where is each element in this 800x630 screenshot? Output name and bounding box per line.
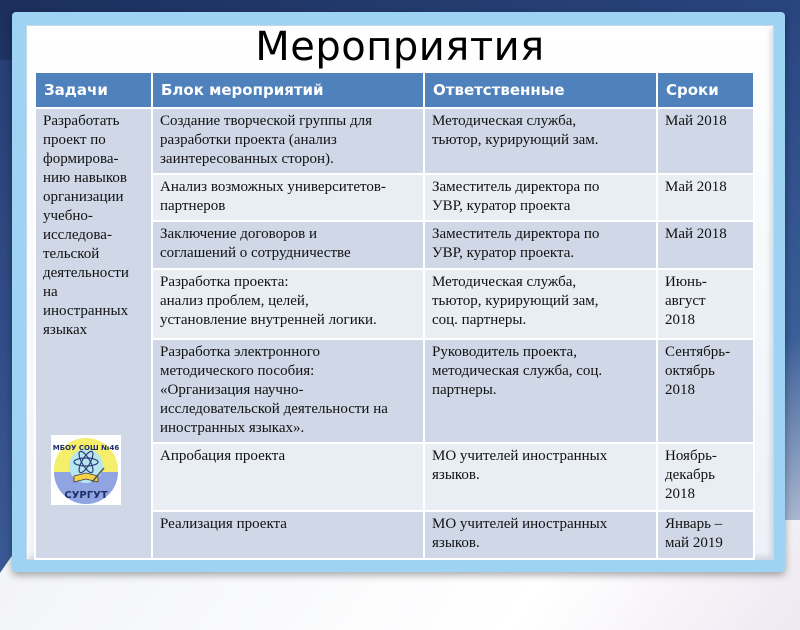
activities-table <box>34 71 755 560</box>
svg-text:СУРГУТ: СУРГУТ <box>64 490 108 501</box>
cell-line: декабрь <box>665 467 715 483</box>
cell-line: заинтересованных сторон). <box>160 151 334 167</box>
activity-cell <box>152 108 424 174</box>
responsible-cell <box>424 221 657 269</box>
cell-line: «Организация научно- <box>160 382 304 398</box>
cell-line: соц. партнеры. <box>432 312 527 328</box>
activity-cell <box>152 339 424 443</box>
cell-line: Методическая служба, <box>432 274 577 290</box>
cell-line: Заместитель директора по <box>432 226 600 242</box>
cell-line: иностранных <box>43 303 129 319</box>
cell-line: Июнь- <box>665 274 707 290</box>
cell-line: Реализация проекта <box>160 516 287 532</box>
cell-line: октябрь <box>665 363 715 379</box>
cell-line: разработки проекта (анализ <box>160 132 337 148</box>
activity-cell <box>152 511 424 559</box>
cell-line: 2018 <box>665 486 695 502</box>
activity-cell <box>152 174 424 221</box>
cell-line: деятельности <box>43 265 129 281</box>
cell-line: на <box>43 284 58 300</box>
cell-line: Методическая служба, <box>432 113 577 129</box>
cell-line: Апробация проекта <box>160 448 286 464</box>
header-responsible: Ответственные <box>424 72 657 108</box>
cell-line: проект по <box>43 132 106 148</box>
header-tasks: Задачи <box>35 72 152 108</box>
cell-line: май 2019 <box>665 535 723 551</box>
cell-line: анализ проблем, целей, <box>160 293 309 309</box>
cell-line: Заместитель директора по <box>432 179 600 195</box>
cell-line: исследовательской деятельности на <box>160 401 388 417</box>
deadline-cell <box>657 108 754 174</box>
responsible-cell <box>424 269 657 339</box>
school-emblem-icon <box>52 436 120 504</box>
deadline-cell <box>657 443 754 511</box>
responsible-cell <box>424 108 657 174</box>
slide-title: Мероприятия <box>255 24 545 70</box>
deadline-cell <box>657 174 754 221</box>
activity-cell <box>152 443 424 511</box>
cell-line: соглашений о сотрудничестве <box>160 245 351 261</box>
cell-line: Май 2018 <box>665 226 727 242</box>
cell-line: Разработать <box>43 113 120 129</box>
table-header-row <box>35 72 754 108</box>
responsible-cell <box>424 339 657 443</box>
cell-line: нию навыков <box>43 170 127 186</box>
cell-line: языках <box>43 322 88 338</box>
deadline-cell <box>657 269 754 339</box>
cell-line: тельской <box>43 246 100 262</box>
school-logo <box>51 435 121 505</box>
cell-line: Январь – <box>665 516 723 532</box>
cell-line: Ноябрь- <box>665 448 717 464</box>
cell-line: тьютор, курирующий зам, <box>432 293 599 309</box>
cell-line: Май 2018 <box>665 113 727 129</box>
responsible-cell <box>424 511 657 559</box>
cell-line: Анализ возможных университетов- <box>160 179 386 195</box>
cell-line: языков. <box>432 535 480 551</box>
table-row <box>35 108 754 174</box>
cell-line: исследова- <box>43 227 112 243</box>
cell-line: август <box>665 293 706 309</box>
cell-line: методического пособия: <box>160 363 315 379</box>
cell-line: формирова- <box>43 151 119 167</box>
cell-line: Май 2018 <box>665 179 727 195</box>
cell-line: Создание творческой группы для <box>160 113 372 129</box>
cell-line: языков. <box>432 467 480 483</box>
cell-line: Разработка электронного <box>160 344 321 360</box>
cell-line: тьютор, курирующий зам. <box>432 132 599 148</box>
cell-line: МО учителей иностранных <box>432 448 608 464</box>
cell-line: УВР, куратор проекта. <box>432 245 575 261</box>
header-activities: Блок мероприятий <box>152 72 424 108</box>
activity-cell <box>152 221 424 269</box>
header-deadline: Сроки <box>657 72 754 108</box>
deadline-cell <box>657 339 754 443</box>
responsible-cell <box>424 174 657 221</box>
cell-line: 2018 <box>665 382 695 398</box>
svg-text:МБОУ СОШ №46: МБОУ СОШ №46 <box>52 444 120 452</box>
cell-line: УВР, куратор проекта <box>432 198 571 214</box>
activity-cell <box>152 269 424 339</box>
cell-line: установление внутренней логики. <box>160 312 377 328</box>
cell-line: учебно- <box>43 208 93 224</box>
cell-line: Разработка проекта: <box>160 274 289 290</box>
cell-line: Руководитель проекта, <box>432 344 577 360</box>
cell-line: иностранных языках». <box>160 420 305 436</box>
cell-line: МО учителей иностранных <box>432 516 608 532</box>
cell-line: Сентябрь- <box>665 344 731 360</box>
task-cell <box>35 108 152 559</box>
cell-line: методическая служба, соц. <box>432 363 603 379</box>
cell-line: партнеры. <box>432 382 497 398</box>
cell-line: 2018 <box>665 312 695 328</box>
task-text <box>43 112 144 340</box>
cell-line: Заключение договоров и <box>160 226 317 242</box>
cell-line: партнеров <box>160 198 226 214</box>
responsible-cell <box>424 443 657 511</box>
cell-line: организации <box>43 189 124 205</box>
deadline-cell <box>657 511 754 559</box>
deadline-cell <box>657 221 754 269</box>
